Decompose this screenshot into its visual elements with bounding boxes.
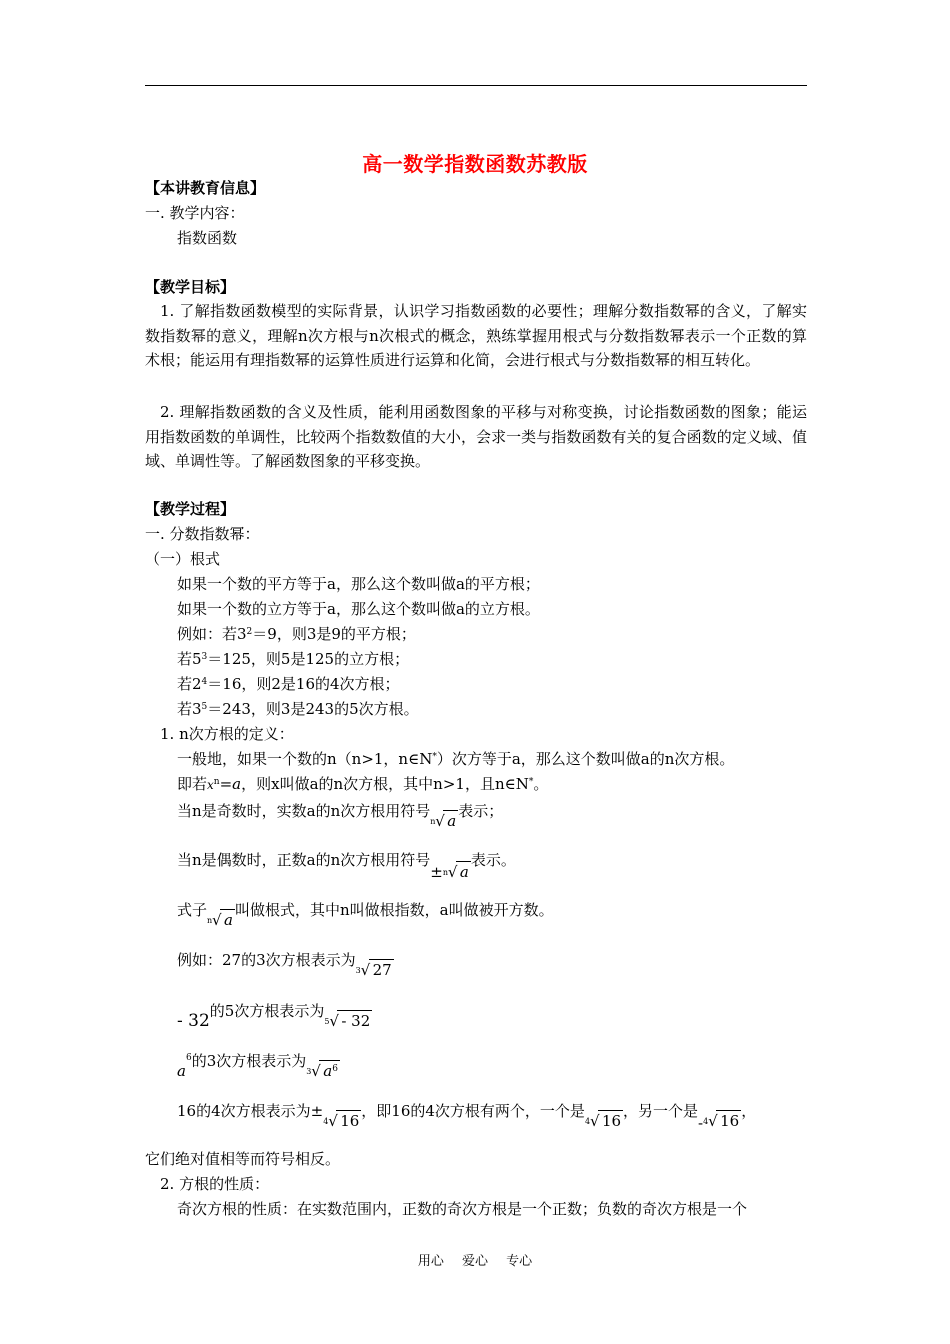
- odd-root-line: 当n是奇数时，实数a的n次方根用符号 n √ a表示；: [177, 802, 504, 830]
- example-line-3: 若$2^4=16$，则2是16的4次方根；: [177, 675, 400, 693]
- radical-16-c: 4 √ 16: [703, 1112, 740, 1130]
- example-16-continuation: 它们绝对值相等而符号相反。: [145, 1150, 341, 1168]
- goal-1: 1. 了解指数函数模型的实际背景，认识学习指数函数的必要性；理解分数指数幂的含义，了解实数指数幂的意义，理解n次方根与n次根式的概念，熟练掌握用根式与分数指数幂表示一个正数的算术根；能运用有理指数幂的运算性质进行运算和化简，会进行根式与分数指数幂的相互转化。: [145, 302, 807, 369]
- subsection-heading: （一）根式: [145, 550, 221, 568]
- example-16-line: 16的4次方根表示为± 4 √ 16，即16的4次方根有两个，一个是 4 √ 16，另一个是- 4 √ 16，: [177, 1102, 757, 1132]
- example-minus-32-line: - 32的5次方根表示为 5 √ - 32: [177, 1002, 371, 1031]
- content-value: 指数函数: [177, 229, 238, 247]
- goals-header: 【教学目标】: [145, 278, 236, 296]
- radical-a6: 3 √ $a^6$: [306, 1062, 338, 1080]
- goal-2: 2. 理解指数函数的含义及性质，能利用函数图象的平移与对称变换，讨论指数函数的图象；能运用指数函数的单调性，比较两个指数数值的大小，会求一类与指数函数有关的复合函数的定义域、值域、单调性等。了解函数图象的平移变换。: [145, 403, 807, 470]
- header-rule: [145, 85, 807, 86]
- document-title: 高一数学指数函数苏教版: [362, 152, 588, 176]
- properties-line: 奇次方根的性质：在实数范围内，正数的奇次方根是一个正数；负数的奇次方根是一个: [177, 1200, 748, 1218]
- radical-odd: n √ a: [430, 812, 457, 830]
- definition-line-1: 一般地，如果一个数的n（n>1，n∈N*）次方等于a，那么这个数叫做a的n次方根。: [177, 750, 735, 768]
- example-line-1: 例如：若$3^2=9$，则3是9的平方根；: [177, 625, 416, 643]
- properties-heading: 2. 方根的性质：: [160, 1175, 270, 1193]
- radical-even: n √ a: [442, 863, 469, 881]
- section-1-heading: 一. 分数指数幂：: [145, 525, 260, 543]
- definition-line-2: 即若$x^n=a$，则x叫做a的n次方根，其中n>1，且n∈N*。: [177, 775, 549, 793]
- radical-expression: n √ a: [207, 911, 233, 929]
- example-line-2: 若$5^3=125$，则5是125的立方根；: [177, 650, 410, 668]
- cube-root-line: 如果一个数的立方等于a，那么这个数叫做a的立方根。: [177, 600, 540, 618]
- radical-definition-line: 式子 n √ a叫做根式，其中n叫做根指数，a叫做被开方数。: [177, 901, 554, 929]
- example-27-line: 例如：27的3次方根表示为 3 √ 27: [177, 951, 392, 979]
- radical-minus-32: 5 √ - 32: [324, 1012, 371, 1030]
- radical-16-a: 4 √ 16: [323, 1112, 360, 1130]
- process-header: 【教学过程】: [145, 500, 236, 518]
- even-root-line: 当n是偶数时，正数a的n次方根用符号± n √ a表示。: [177, 851, 516, 881]
- content-label: 一. 教学内容：: [145, 204, 245, 222]
- radical-27: 3 √ 27: [355, 961, 392, 979]
- page-footer: 用心 爱心 专心: [417, 1254, 533, 1269]
- radical-16-b: 4 √ 16: [584, 1112, 622, 1130]
- info-header: 【本讲教育信息】: [145, 179, 266, 197]
- example-line-4: 若$3^5=243$，则3是243的5次方根。: [177, 700, 419, 718]
- definition-heading: 1. n次方根的定义：: [160, 725, 294, 743]
- example-a6-line: $a^6$的3次方根表示为 3 √ $a^6$: [177, 1052, 338, 1080]
- square-root-line: 如果一个数的平方等于a，那么这个数叫做a的平方根；: [177, 575, 540, 593]
